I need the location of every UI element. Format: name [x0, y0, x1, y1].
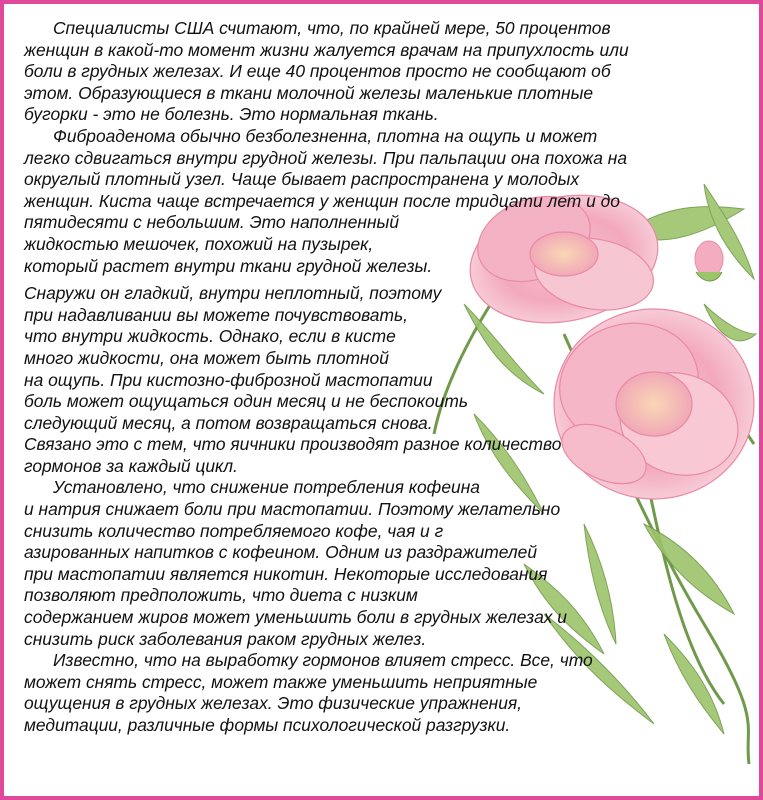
text-line: много жидкости, она может быть плотной — [24, 347, 389, 368]
text-line: Известно, что на выработку гормонов влияет стресс. Все, что — [24, 650, 593, 671]
text-line: на ощупь. При кистозно-фиброзной мастопатии — [24, 369, 433, 390]
text-line: при надавливании вы можете почувствовать, — [24, 304, 408, 325]
text-line: ощущения в грудных железах. Это физические упражнения, — [24, 693, 522, 714]
text-line: и натрия снижает боли при мастопатии. Поэтому желательно — [24, 499, 561, 520]
text-line: позволяют предположить, что диета с низким — [24, 585, 418, 606]
text-line: бугорки - это не болезнь. Это нормальная ткань. — [24, 104, 439, 125]
text-line: этом. Образующиеся в ткани молочной железы маленькие плотные — [24, 82, 594, 103]
text-line: при мастопатии является никотин. Некоторые исследования — [24, 563, 548, 584]
text-line: содержанием жиров может уменьшить боли в грудных железах и — [24, 607, 567, 628]
text-line: гормонов за каждый цикл. — [24, 455, 238, 476]
text-line: что внутри жидкость. Однако, если в кисте — [24, 326, 396, 347]
text-line: может снять стресс, может также уменьшить неприятные — [24, 671, 538, 692]
text-line: Фиброаденома обычно безболезненна, плотна на ощупь и может — [24, 125, 598, 146]
text-line: Связано это с тем, что яичники производят разное количество — [24, 434, 562, 455]
text-line: жидкостью мешочек, похожий на пузырек, — [24, 233, 374, 254]
text-line: снизить риск заболевания раком грудных желез. — [24, 628, 427, 649]
text-line: Снаружи он гладкий, внутри неплотный, поэтому — [24, 283, 442, 304]
text-line: округлый плотный узел. Чаще бывает распространена у молодых — [24, 169, 580, 190]
article-text — [24, 18, 744, 737]
text-line: снизить количество потребляемого кофе, чая и г — [24, 520, 444, 541]
text-line: женщин. Киста чаще встречается у женщин после тридцати лет и до — [24, 190, 620, 211]
text-line: который растет внутри ткани грудной железы. — [24, 255, 433, 276]
text-line: Установлено, что снижение потребления кофеина — [24, 477, 480, 498]
text-line: пятидесяти с небольшим. Это наполненный — [24, 212, 399, 233]
text-line: медитации, различные формы психологической разгрузки. — [24, 715, 511, 735]
text-line: Специалисты США считают, что, по крайней мере, 50 процентов — [24, 18, 611, 38]
text-line: легко сдвигаться внутри грудной железы. При пальпации она похожа на — [24, 147, 627, 168]
text-line: женщин в какой-то момент жизни жалуется врачам на припухлость или — [24, 39, 629, 60]
text-line: азированных напитков с кофеином. Одним из раздражителей — [24, 542, 537, 563]
text-line: боли в грудных железах. И еще 40 процентов просто не сообщают об — [24, 61, 611, 82]
text-line: следующий месяц, а потом возвращаться снова. — [24, 412, 433, 433]
text-line: боль может ощущаться один месяц и не беспокоить — [24, 391, 468, 412]
